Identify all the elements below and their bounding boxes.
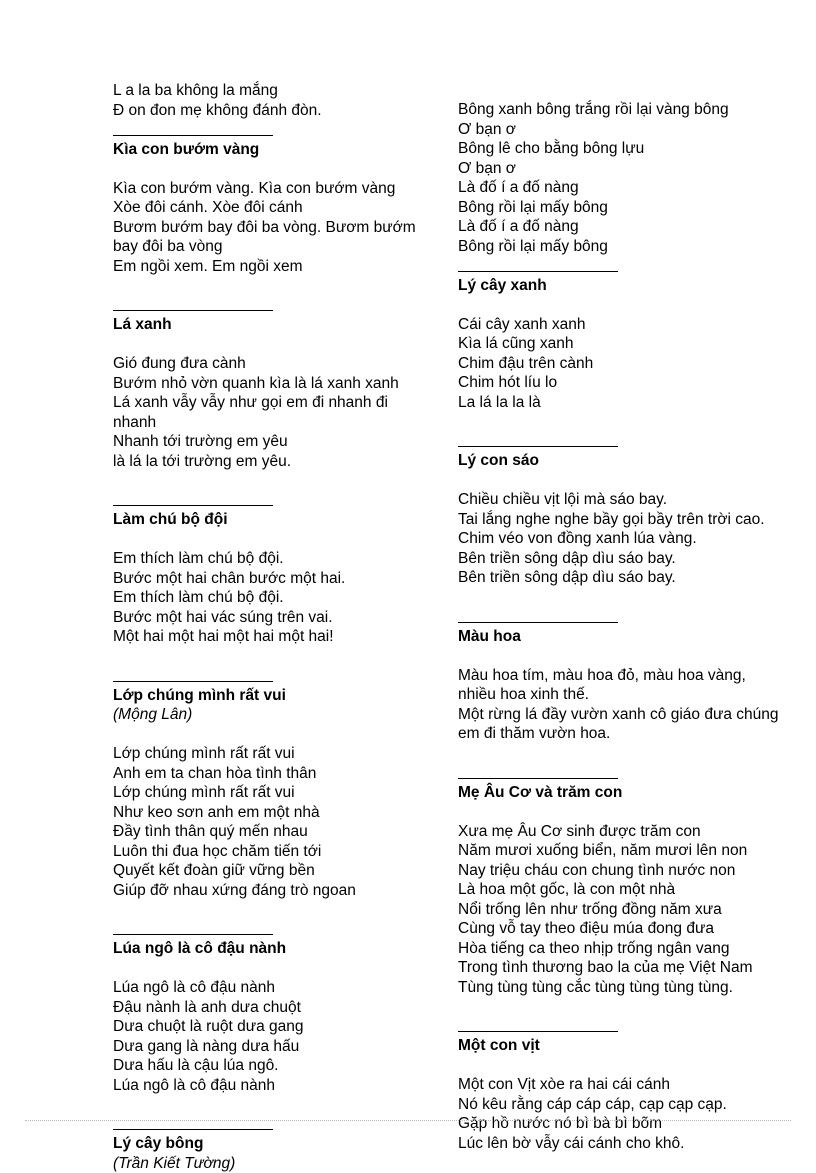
lyric-line: Bên triền sông dập dìu sáo bay. [458,568,798,588]
lyric-line: Nó kêu rằng cáp cáp cáp, cạp cạp cạp. [458,1095,798,1115]
lyric-line: Bông rồi lại mấy bông [458,237,798,257]
spacer [113,471,433,491]
lyric-line: Đ on đon mẹ không đánh đòn. [113,101,433,121]
lyric-line: Cái cây xanh xanh [458,315,798,335]
lyric-line: Chim hót líu lo [458,373,798,393]
section-rule [113,296,273,316]
lyric-line: Lá xanh vẫy vẫy như gọi em đi nhanh đi [113,393,433,413]
page-bottom-divider [25,1120,791,1121]
lyric-line: Dưa gang là nàng dưa hấu [113,1037,433,1057]
song-title: Lá xanh [113,315,433,335]
lyric-line: Bên triền sông dập dìu sáo bay. [458,549,798,569]
spacer [458,1153,798,1173]
lyric-line: Xưa mẹ Âu Cơ sinh được trăm con [458,822,798,842]
spacer [113,276,433,296]
lyric-line: Kìa con bướm vàng. Kìa con bướm vàng [113,179,433,199]
lyric-line: Tai lắng nghe nghe bầy gọi bầy trên trời cao. [458,510,798,530]
lyric-line: Xòe đôi cánh. Xòe đôi cánh [113,198,433,218]
section-rule [458,256,618,276]
song-title: Lý cây bông [113,1134,433,1154]
lyric-line: Gặp hồ nước nó bì bà bì bõm [458,1114,798,1134]
lyric-line: Lúa ngô là cô đậu nành [113,978,433,998]
lyric-line: Là đố í a đố nàng [458,178,798,198]
song-title: Lý con sáo [458,451,798,471]
lyric-line: Nổi trống lên như trống đồng năm xưa [458,900,798,920]
section-rule [458,432,618,452]
lyric-line: Hòa tiếng ca theo nhịp trống ngân vang [458,939,798,959]
lyric-line: em đi thăm vườn hoa. [458,724,798,744]
lyric-line: Trong tình thương bao la của mẹ Việt Nam [458,958,798,978]
song-title: Lớp chúng mình rất vui [113,686,433,706]
song-title: Lúa ngô là cô đậu nành [113,939,433,959]
section-rule [458,607,618,627]
lyric-line: Là đố í a đố nàng [458,217,798,237]
lyric-line: Em ngồi xem. Em ngồi xem [113,257,433,277]
lyric-line: nhanh [113,413,433,433]
spacer [458,471,798,491]
left-column [113,81,433,1173]
spacer [113,530,433,550]
spacer [458,588,798,608]
section-rule [458,1017,618,1037]
spacer [113,647,433,667]
lyric-line: Kìa lá cũng xanh [458,334,798,354]
spacer [458,997,798,1017]
song-title: Một con vịt [458,1036,798,1056]
lyric-line: Giúp đỡ nhau xứng đáng trò ngoan [113,881,433,901]
lyric-line: Nay triệu cháu con chung tình nước non [458,861,798,881]
spacer [113,900,433,920]
song-title: Mẹ Âu Cơ và trăm con [458,783,798,803]
spacer [458,802,798,822]
lyric-line: là lá la tới trường em yêu. [113,452,433,472]
spacer [113,335,433,355]
lyric-line: Cùng vỗ tay theo điệu múa đong đưa [458,919,798,939]
lyric-line: Gió đung đưa cành [113,354,433,374]
spacer [458,646,798,666]
song-author: (Trần Kiết Tường) [113,1154,433,1173]
lyric-line: Lúc lên bờ vẫy cái cánh cho khô. [458,1134,798,1154]
lyric-line: Bươm bướm bay đôi ba vòng. Bươm bướm [113,218,433,238]
lyric-line: Dưa hấu là cậu lúa ngô. [113,1056,433,1076]
lyric-line: Lúa ngô là cô đậu nành [113,1076,433,1096]
lyric-line: bay đôi ba vòng [113,237,433,257]
lyric-line: Bước một hai vác súng trên vai. [113,608,433,628]
lyric-line: Màu hoa tím, màu hoa đỏ, màu hoa vàng, [458,666,798,686]
lyric-line: Nhanh tới trường em yêu [113,432,433,452]
section-rule [113,491,273,511]
lyric-line: Một con Vịt xòe ra hai cái cánh [458,1075,798,1095]
song-author: (Mộng Lân) [113,705,433,725]
spacer [113,959,433,979]
lyric-line: Bông lê cho bằng bông lựu [458,139,798,159]
lyric-line: Đầy tình thân quý mến nhau [113,822,433,842]
lyric-line: L a la ba không la mắng [113,81,433,101]
lyric-line: Quyết kết đoàn giữ vững bền [113,861,433,881]
section-rule [113,666,273,686]
lyric-line: Lớp chúng mình rất rất vui [113,744,433,764]
lyric-line: Chiều chiều vịt lội mà sáo bay. [458,490,798,510]
song-title: Màu hoa [458,627,798,647]
spacer [113,1095,433,1115]
lyric-line: Chim đậu trên cành [458,354,798,374]
lyric-line: Tùng tùng tùng cắc tùng tùng tùng tùng. [458,978,798,998]
lyric-line: Em thích làm chú bộ đội. [113,549,433,569]
lyric-line: Luôn thi đua học chăm tiến tới [113,842,433,862]
lyric-line: Là hoa một gốc, là con một nhà [458,880,798,900]
section-rule [113,920,273,940]
lyric-line: Bông rồi lại mấy bông [458,198,798,218]
lyric-line: Anh em ta chan hòa tình thân [113,764,433,784]
song-title: Lý cây xanh [458,276,798,296]
lyric-line: Bước một hai chân bước một hai. [113,569,433,589]
lyric-line: Ơ bạn ơ [458,120,798,140]
lyric-line: Một rừng lá đầy vườn xanh cô giáo đưa chúng [458,705,798,725]
lyric-line: Như keo sơn anh em một nhà [113,803,433,823]
lyric-line: Năm mươi xuống biển, năm mươi lên non [458,841,798,861]
spacer [458,1056,798,1076]
lyric-line: Bông xanh bông trắng rồi lại vàng bông [458,100,798,120]
spacer [458,295,798,315]
lyric-line: Lớp chúng mình rất rất vui [113,783,433,803]
spacer [458,412,798,432]
song-title: Kìa con bướm vàng [113,140,433,160]
lyric-line: Dưa chuột là ruột dưa gang [113,1017,433,1037]
section-rule [113,1115,273,1135]
lyric-line: Một hai một hai một hai một hai! [113,627,433,647]
section-rule [113,120,273,140]
spacer [113,159,433,179]
lyric-line: Đậu nành là anh dưa chuột [113,998,433,1018]
lyric-line: Bướm nhỏ vờn quanh kìa là lá xanh xanh [113,374,433,394]
lyric-line: Chim véo von đồng xanh lúa vàng. [458,529,798,549]
song-title: Làm chú bộ đội [113,510,433,530]
lyric-line: La lá la la là [458,393,798,413]
spacer [458,744,798,764]
spacer [113,725,433,745]
right-column [458,100,798,1173]
section-rule [458,763,618,783]
lyric-line: nhiều hoa xinh thế. [458,685,798,705]
lyric-line: Em thích làm chú bộ đội. [113,588,433,608]
lyric-line: Ơ bạn ơ [458,159,798,179]
